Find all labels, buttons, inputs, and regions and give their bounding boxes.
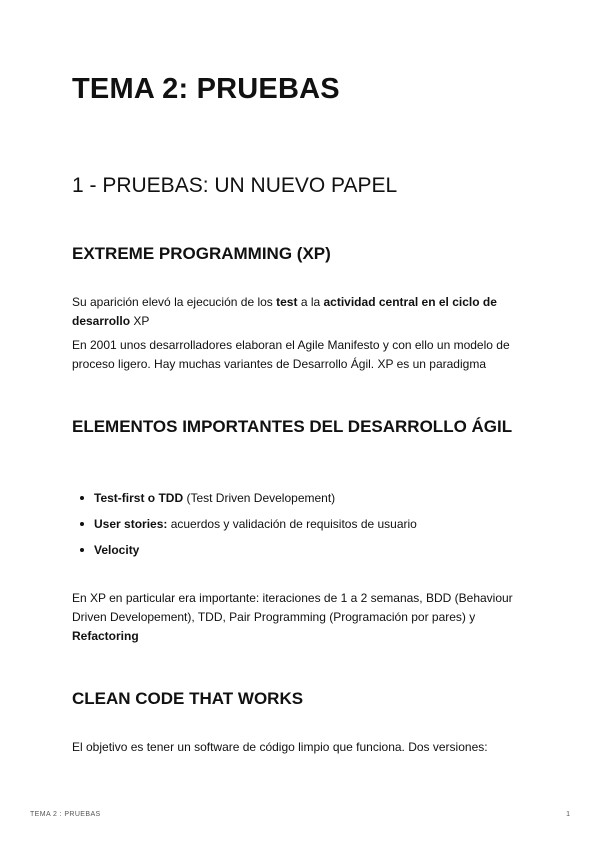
- list-item: [94, 487, 534, 513]
- list-item: [94, 539, 534, 565]
- xp-p1-bold-activity: actividad central en el ciclo de desarrollo: [72, 295, 497, 328]
- footer-title: TEMA 2 : PRUEBAS: [30, 811, 101, 818]
- agile-p-text: En XP en particular era importante: iteraciones de 1 a 2 semanas, BDD (Behaviour Driven Developement), TDD, Pair Programming (Programación por pares) y: [72, 591, 513, 624]
- xp-p1-text-1: Su aparición elevó la ejecución de los: [72, 295, 277, 309]
- xp-heading: EXTREME PROGRAMMING (XP): [72, 244, 331, 263]
- xp-p1-text-3: XP: [130, 314, 150, 328]
- list-item-bold: Velocity: [94, 543, 140, 557]
- list-item-text: acuerdos y validación de requisitos de usuario: [167, 517, 417, 531]
- section-heading: 1 - PRUEBAS: UN NUEVO PAPEL: [72, 174, 398, 197]
- list-item-bold: Test-first o TDD: [94, 491, 184, 505]
- xp-p1-bold-test: test: [276, 295, 298, 309]
- agile-list: [72, 487, 534, 565]
- list-item: [94, 513, 534, 539]
- xp-paragraph-1: [72, 293, 527, 331]
- agile-paragraph: [72, 589, 527, 646]
- clean-code-paragraph: El objetivo es tener un software de código limpio que funciona. Dos versiones:: [72, 740, 488, 754]
- list-item-bold: User stories:: [94, 517, 168, 531]
- xp-paragraph-2: En 2001 unos desarrolladores elaboran el Agile Manifesto y con ello un modelo de proceso ligero. Hay muchas variantes de Desarrollo Ágil. XP es un paradigma: [72, 338, 510, 371]
- page-number: 1: [566, 811, 570, 818]
- xp-p1-text-2: a la: [297, 295, 324, 309]
- clean-code-heading: CLEAN CODE THAT WORKS: [72, 689, 304, 708]
- document-title: TEMA 2: PRUEBAS: [72, 73, 340, 105]
- list-item-text: (Test Driven Developement): [183, 491, 336, 505]
- agile-heading: ELEMENTOS IMPORTANTES DEL DESARROLLO ÁGIL: [72, 417, 513, 436]
- agile-p-bold-refactoring: Refactoring: [72, 629, 139, 643]
